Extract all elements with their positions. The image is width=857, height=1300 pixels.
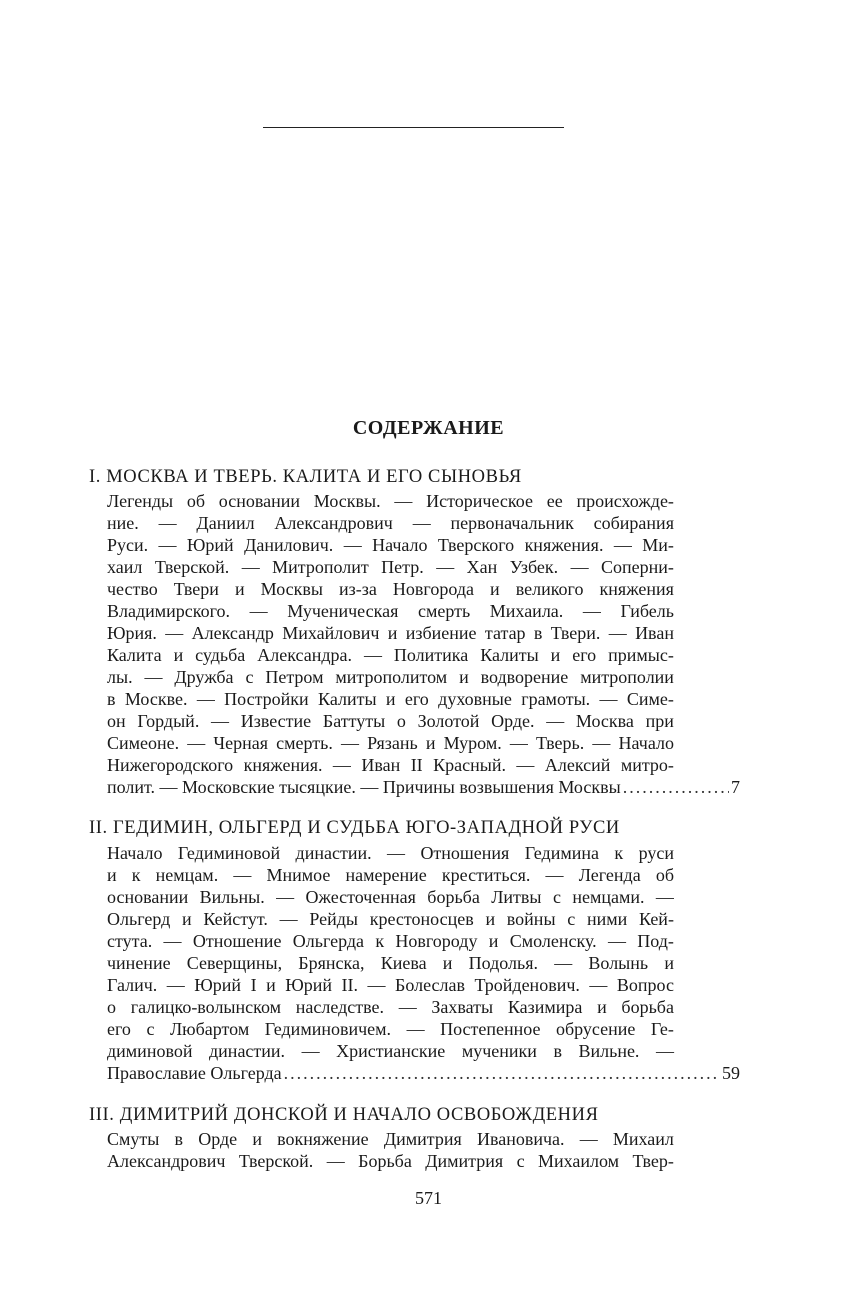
description-line: Владимирского. — Мученическая смерть Михаила. — Гибель — [107, 601, 674, 621]
description-line: Калита и судьба Александра. — Политика Калиты и его примыс- — [107, 645, 674, 665]
description-line: Александрович Тверской. — Борьба Димитрия с Михаилом Твер- — [107, 1151, 674, 1171]
page-reference: 59 — [722, 1063, 740, 1083]
description-line: стута. — Отношение Ольгерда к Новгороду и Смоленску. — Под- — [107, 931, 674, 951]
description-line: диминовой династии. — Христианские мученики в Вильне. — — [107, 1041, 674, 1061]
description-line: о галицко-волынском наследстве. — Захваты Казимира и борьба — [107, 997, 674, 1017]
chapter-heading-2: II. ГЕДИМИН, ОЛЬГЕРД И СУДЬБА ЮГО-ЗАПАДНОЙ РУСИ — [89, 818, 620, 838]
description-last-line: Православие Ольгерда — [107, 1063, 282, 1083]
description-last-line: полит. — Московские тысяцкие. — Причины возвышения Москвы — [107, 777, 621, 797]
description-line: ние. — Даниил Александрович — первоначальник собирания — [107, 513, 674, 533]
description-line: его с Любартом Гедиминовичем. — Постепенное обрусение Ге- — [107, 1019, 674, 1039]
description-line: и к немцам. — Мнимое намерение креститься. — Легенда об — [107, 865, 674, 885]
chapter-heading-3: III. ДИМИТРИЙ ДОНСКОЙ И НАЧАЛО ОСВОБОЖДЕНИЯ — [89, 1105, 599, 1125]
top-rule — [263, 127, 564, 128]
dot-leader — [623, 776, 729, 798]
description-line: Легенды об основании Москвы. — Историческое ее происхожде- — [107, 491, 674, 511]
chapter-leader-2 — [107, 1062, 740, 1084]
page-number: 571 — [415, 1188, 442, 1208]
chapter-description-3 — [107, 1128, 674, 1172]
description-line: основании Вильны. — Ожесточенная борьба Литвы с немцами. — — [107, 887, 674, 907]
description-line: в Москве. — Постройки Калиты и его духовные грамоты. — Симе- — [107, 689, 674, 709]
chapter-description-2 — [107, 842, 674, 1062]
description-line: Нижегородского княжения. — Иван II Красный. — Алексий митро- — [107, 755, 674, 775]
description-line: Галич. — Юрий I и Юрий II. — Болеслав Тройденович. — Вопрос — [107, 975, 674, 995]
description-line: чество Твери и Москвы из-за Новгорода и великого княжения — [107, 579, 674, 599]
description-line: лы. — Дружба с Петром митрополитом и водворение митрополии — [107, 667, 674, 687]
description-line: Смуты в Орде и вокняжение Димитрия Ивановича. — Михаил — [107, 1129, 674, 1149]
description-line: Руси. — Юрий Данилович. — Начало Тверского княжения. — Ми- — [107, 535, 674, 555]
dot-leader — [284, 1062, 720, 1084]
description-line: Ольгерд и Кейстут. — Рейды крестоносцев и войны с ними Кей- — [107, 909, 674, 929]
chapter-description-1 — [107, 490, 674, 776]
chapter-leader-1 — [107, 776, 740, 798]
description-line: чинение Северщины, Брянска, Киева и Подолья. — Волынь и — [107, 953, 674, 973]
page-title: СОДЕРЖАНИЕ — [352, 417, 505, 439]
page-reference: 7 — [731, 777, 740, 797]
description-line: Юрия. — Александр Михайлович и избиение татар в Твери. — Иван — [107, 623, 674, 643]
description-line: Симеоне. — Черная смерть. — Рязань и Муром. — Тверь. — Начало — [107, 733, 674, 753]
chapter-heading-1: I. МОСКВА И ТВЕРЬ. КАЛИТА И ЕГО СЫНОВЬЯ — [89, 467, 522, 487]
description-line: хаил Тверской. — Митрополит Петр. — Хан Узбек. — Соперни- — [107, 557, 674, 577]
description-line: Начало Гедиминовой династии. — Отношения Гедимина к руси — [107, 843, 674, 863]
description-line: он Гордый. — Известие Баттуты о Золотой Орде. — Москва при — [107, 711, 674, 731]
